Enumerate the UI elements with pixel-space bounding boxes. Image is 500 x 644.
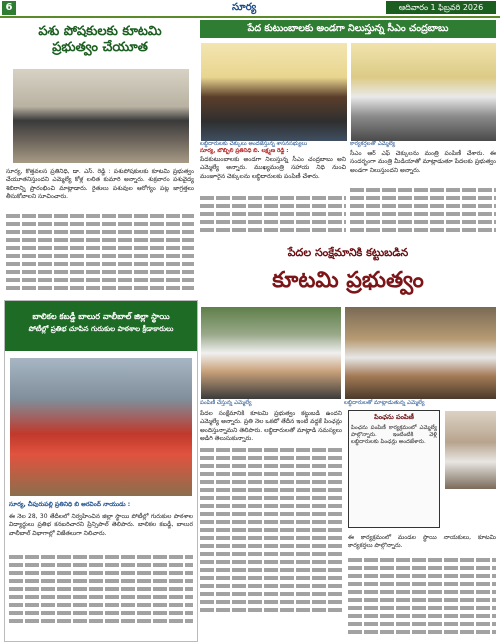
welfare-caption-right: లబ్ధిదారులతో మాట్లాడుతున్న ఎమ్మెల్యే [344,400,425,406]
issue-date: ఆదివారం 1 ఫిబ్రవరి 2026 [386,1,496,14]
welfare-kicker: పేదల సంక్షేమానికి కట్టుబడిన [287,246,409,259]
text-filler [350,184,496,232]
text-filler [200,444,342,612]
welfare-body-right: ఈ కార్యక్రమంలో మండల స్థాయి నాయకులు, కూటమి కార్యకర్తలు పాల్గొన్నారు. [348,534,496,550]
cbn-byline: సూర్య, బొబ్బిలి ప్రతినిధి బి. లక్ష్మణ రెడ్డి : [200,148,289,154]
welfare-headline: కూటమి ప్రభుత్వం [200,264,496,298]
cbn-body-right: సీఎం ఆర్ ఎఫ్ చెక్కులను మంత్రి పంపిణీ చేశారు. ఈ సందర్భంగా మంత్రి మీడియాతో మాట్లాడుతూ పేదలకు ప్రభుత్వం అండగా నిలుస్తుందని అన్నారు. [350,150,496,174]
sidebar-title: పింఛను పంపిణీ [374,413,414,421]
cbn-headline: పేద కుటుంబాలకు అండగా నిలుస్తున్న సీఎం చంద్రబాబు [200,20,496,38]
welfare-photo-left [200,306,342,400]
welfare-photo-right [344,306,496,400]
page-number: 6 [2,1,16,15]
welfare-body: పేదల సంక్షేమానికి కూటమి ప్రభుత్వం కట్టుబడి ఉందని ఎమ్మెల్యే అన్నారు. ప్రతి నెల ఒకటో తేదీన ఇంటి వద్దకే పింఛన్లు అందిస్తున్నామని తెలిపారు. లబ్ధిదారులతో మాట్లాడి సమస్యలు అడిగి తెలుసుకున్నారు. [200,410,342,442]
text-filler [6,210,194,290]
text-filler [9,551,193,623]
sports-banner: బాలికల కబడ్డీ బాలుర వాలీబాల్ జిల్లా స్థాయి పోటీల్లో ప్రతిభ చూపిన గురుకుల పాఠశాల క్రీడాకారులు [5,301,197,351]
cattle-headline: పశు పోషకులకు కూటమి ప్రభుత్వం చేయూత [38,24,162,55]
text-filler [200,192,346,232]
sports-body: ఈ నెల 28, 30 తేదీలలో నిర్వహించిన జిల్లా స్థాయి పోటీల్లో గురుకుల పాఠశాల విద్యార్థులు ప్రతిభ కనబరిచారని ప్రిన్సిపాల్ తెలిపారు. బాలికల కబడ్డీ, బాలుర వాలీబాల్ విభాగాల్లో విజేతలుగా నిలిచారు. [9,513,193,537]
cbn-caption-right: కార్యకర్తలతో ఎమ్మెల్యే [350,141,396,147]
cattle-article [4,20,196,296]
sports-byline: సూర్య, చీపురుపల్లి ప్రతినిధి బి అరవింద్ నాయుడు : [9,501,131,508]
masthead [0,0,500,18]
welfare-article [200,244,496,640]
sidebar-body: పింఛను పంపిణీ కార్యక్రమంలో ఎమ్మెల్యే పాల్గొన్నారు. ఇంటింటికి వెళ్లి లబ్ధిదారులకు పింఛన్లు అందజేశారు. [351,425,437,446]
welfare-caption-left: పంపిణీ చేస్తున్న ఎమ్మెల్యే [200,400,252,406]
cbn-photo-right [350,42,496,142]
cbn-article [200,20,496,240]
sports-article [4,300,198,642]
sports-team-photo [9,357,193,497]
text-filler [348,554,496,634]
welfare-small-photo [444,410,496,490]
cbn-photo-left [200,42,348,142]
cbn-caption-left: లబ్ధిదారులకు చెక్కులు అందజేస్తున్న శాసనసభ్యులు [200,141,308,147]
cbn-body-left: పేదకుటుంబాలకు అండగా నిలుస్తున్న సీఎం చంద్రబాబు అని ఎమ్మెల్యే అన్నారు. ముఖ్యమంత్రి సహాయ నిధి నుంచి మంజూరైన చెక్కులను లబ్ధిదారులకు పంపిణీ చేశారు. [200,156,346,180]
cattle-photo [12,68,190,164]
cattle-body: సూర్య, కొత్తవలస ప్రతినిధి, డా. ఎస్. రెడ్డి : పశుపోషకులకు కూటమి ప్రభుత్వం చేయూతనిస్తుందని ఎమ్మెల్యే కోళ్ల లలిత కుమారి అన్నారు. శుక్రవారం పశువైద్య శిబిరాన్ని ప్రారంభించి మాట్లాడారు. రైతులు పశువుల ఆరోగ్యం పట్ల జాగ్రత్తలు తీసుకోవాలని సూచించారు. [6,168,194,200]
welfare-sidebar [348,410,440,528]
paper-name: సూర్య [232,2,257,13]
